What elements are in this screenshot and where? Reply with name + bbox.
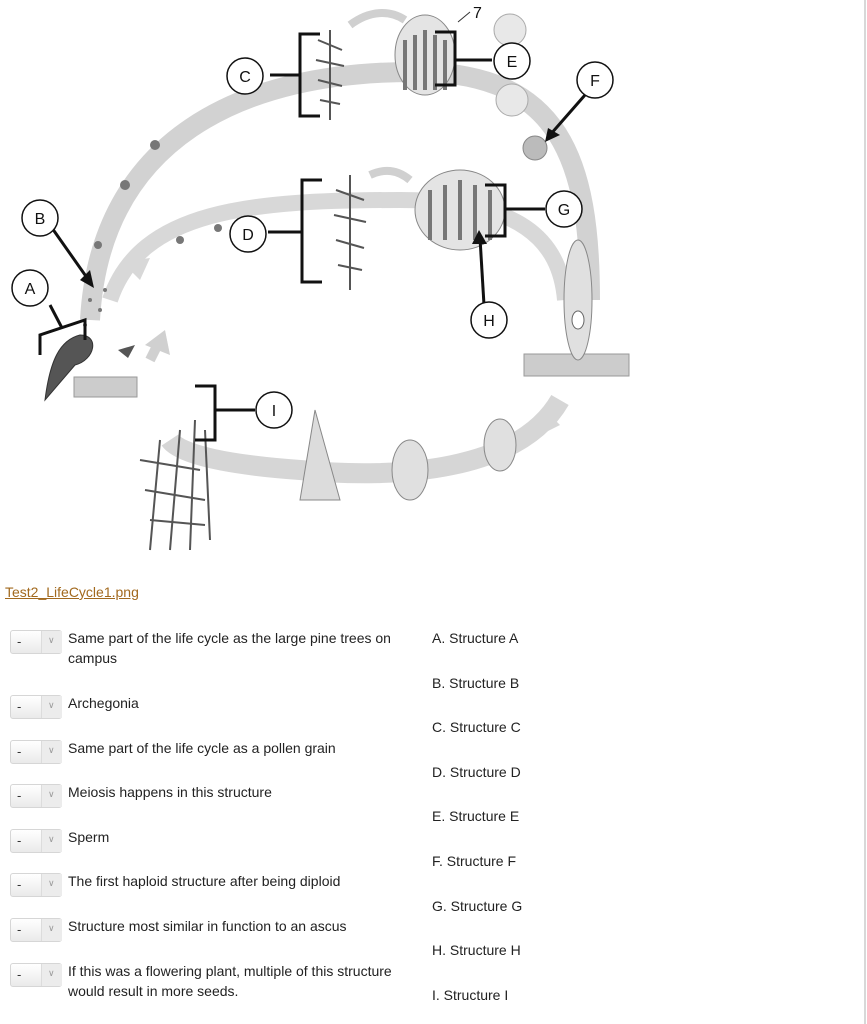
answer-letter: F. — [432, 853, 443, 869]
answer-option — [432, 675, 519, 691]
label-e — [494, 43, 530, 79]
label-a — [12, 270, 48, 306]
page-number-tick — [458, 12, 470, 22]
chevron-down-icon: ∨ — [41, 964, 62, 986]
attachment-link[interactable]: Test2_LifeCycle1.png — [5, 584, 139, 600]
egg-cell — [523, 136, 547, 160]
question-text: Same part of the life cycle as the large pine trees on campus — [68, 630, 391, 666]
select-value: - — [17, 788, 22, 803]
answer-select[interactable] — [10, 829, 62, 853]
bracket-i — [195, 386, 255, 440]
chevron-down-icon: ∨ — [41, 741, 62, 763]
label-d-text: D — [242, 227, 254, 244]
answer-option — [432, 853, 516, 869]
label-b — [22, 200, 58, 236]
top-curved-arrow — [350, 13, 405, 25]
label-g — [546, 191, 582, 227]
label-f — [577, 62, 613, 98]
label-f-text: F — [590, 73, 600, 90]
answer-letter: E. — [432, 808, 446, 824]
answer-letter: B. — [432, 675, 446, 691]
label-c-text: C — [239, 69, 251, 86]
answer-option — [432, 987, 508, 1003]
label-i-text: I — [271, 403, 277, 420]
chevron-down-icon: ∨ — [41, 919, 62, 941]
select-value: - — [17, 833, 22, 848]
answer-select[interactable] — [10, 630, 62, 654]
answer-text: Structure D — [449, 764, 521, 780]
archegonium-right — [564, 240, 592, 360]
label-b-text: B — [34, 211, 46, 228]
select-value: - — [17, 699, 22, 714]
label-e-text: E — [506, 54, 518, 71]
antheridia-cluster — [395, 15, 455, 95]
answer-letter: I. — [432, 987, 440, 1003]
gray-bar-left — [74, 377, 137, 397]
chevron-down-icon: ∨ — [41, 874, 62, 896]
select-value: - — [17, 744, 22, 759]
answer-text: Structure A — [449, 630, 519, 646]
chevron-down-icon: ∨ — [41, 830, 62, 852]
archegonia-cluster — [415, 170, 505, 250]
answer-option — [432, 942, 521, 958]
question-text: Meiosis happens in this structure — [68, 784, 272, 800]
answer-option — [432, 719, 521, 735]
question-text: Sperm — [68, 829, 110, 845]
answer-text: Structure G — [450, 898, 523, 914]
arrow-h — [480, 238, 484, 305]
arrow-b — [52, 228, 90, 282]
label-g-text: G — [557, 202, 571, 219]
answer-letter: H. — [432, 942, 446, 958]
answer-option — [432, 630, 518, 646]
answer-select[interactable] — [10, 784, 62, 808]
chevron-down-icon: ∨ — [41, 785, 62, 807]
answer-select[interactable] — [10, 873, 62, 897]
answer-select[interactable] — [10, 695, 62, 719]
label-i — [256, 392, 292, 428]
sperm-drop-1 — [494, 14, 526, 46]
chevron-down-icon: ∨ — [41, 631, 62, 653]
question-text: Structure most similar in function to an ascus — [68, 918, 347, 934]
answer-letter: C. — [432, 719, 446, 735]
chevron-down-icon: ∨ — [41, 696, 62, 718]
question-text: Same part of the life cycle as a pollen grain — [68, 740, 336, 756]
answer-letter: A. — [432, 630, 446, 646]
mid-curved-arrow — [370, 171, 410, 180]
answer-select[interactable] — [10, 918, 62, 942]
answer-text: Structure I — [443, 987, 509, 1003]
question-text: If this was a flowering plant, multiple of this structure would result in more seeds. — [68, 963, 392, 999]
label-h — [471, 302, 507, 338]
label-h-text: H — [483, 313, 495, 330]
select-value: - — [17, 877, 22, 892]
answer-text: Structure C — [449, 719, 521, 735]
answer-text: Structure H — [449, 942, 521, 958]
sperm-drop-2 — [496, 84, 528, 116]
answer-text: Structure F — [446, 853, 517, 869]
answer-option — [432, 764, 521, 780]
select-value: - — [17, 967, 22, 982]
select-value: - — [17, 634, 22, 649]
answer-text: Structure E — [449, 808, 520, 824]
page-number: 7 — [473, 5, 482, 22]
answer-option — [432, 898, 522, 914]
label-c — [227, 58, 263, 94]
answer-letter: D. — [432, 764, 446, 780]
female-gametophyte-plant — [334, 175, 366, 290]
select-value: - — [17, 922, 22, 937]
question-text: Archegonia — [68, 695, 139, 711]
label-d — [230, 216, 266, 252]
answer-select[interactable] — [10, 963, 62, 987]
answer-select[interactable] — [10, 740, 62, 764]
label-a-text: A — [24, 281, 36, 298]
question-text: The first haploid structure after being diploid — [68, 873, 341, 889]
answer-text: Structure B — [449, 675, 520, 691]
answer-letter: G. — [432, 898, 447, 914]
answer-option — [432, 808, 519, 824]
